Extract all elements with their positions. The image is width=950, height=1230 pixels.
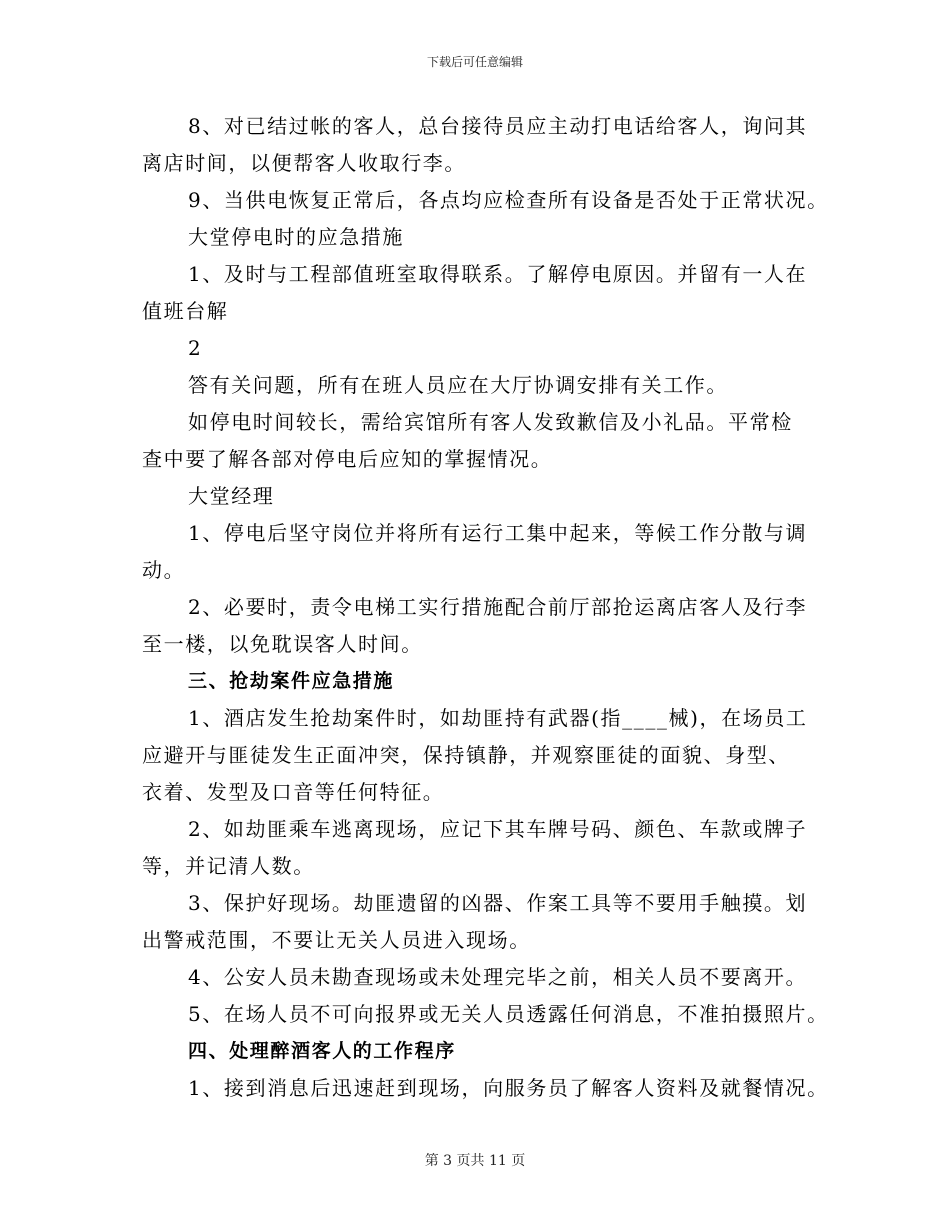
text-line: 查中要了解各部对停电后应知的掌握情况。 — [142, 447, 553, 471]
text-line: 衣着、发型及口音等任何特征。 — [142, 780, 445, 804]
paragraph-long-outage — [142, 404, 832, 478]
text-line: 2、必要时，责令电梯工实行措施配合前厅部抢运离店客人及行李 — [188, 595, 808, 619]
text-line: 9、当供电恢复正常后，各点均应检查所有设备是否处于正常状况。 — [188, 188, 829, 212]
paragraph-manager-1 — [142, 515, 832, 589]
inline-number — [142, 330, 832, 367]
text-line: 等，并记清人数。 — [142, 854, 315, 878]
paragraph-robbery-5 — [142, 996, 832, 1033]
paragraph-drunk-1 — [142, 1070, 832, 1107]
paragraph-8 — [142, 108, 832, 182]
text-line: 3、保护好现场。劫匪遗留的凶器、作案工具等不要用手触摸。划 — [188, 891, 808, 915]
text-line: 值班台解 — [142, 299, 229, 323]
text-line: 四、处理醉酒客人的工作程序 — [188, 1040, 456, 1062]
page-header: 下载后可任意编辑 — [426, 55, 523, 69]
text-line: 1、接到消息后迅速赶到现场，向服务员了解客人资料及就餐情况。 — [188, 1076, 829, 1100]
paragraph-robbery-3 — [142, 885, 832, 959]
text-line: 答有关问题，所有在班人员应在大厅协调安排有关工作。 — [188, 373, 728, 397]
paragraph-answer — [142, 367, 832, 404]
page-footer: 第 3 页共 11 页 — [424, 1153, 526, 1169]
text-line: 1、及时与工程部值班室取得联系。了解停电原因。并留有一人在 — [188, 262, 808, 286]
text-line: 如停电时间较长，需给宾馆所有客人发致歉信及小礼品。平常检 — [188, 410, 793, 434]
text-line: 三、抢劫案件应急措施 — [188, 670, 395, 692]
paragraph-manager-2 — [142, 589, 832, 663]
paragraph-lobby-1 — [142, 256, 832, 330]
text-line: 1、停电后坚守岗位并将所有运行工集中起来，等候工作分散与调 — [188, 521, 808, 545]
text-line: 大堂停电时的应急措施 — [188, 225, 404, 249]
text-line: 2 — [188, 336, 203, 360]
text-line: 4、公安人员未勘查现场或未处理完毕之前，相关人员不要离开。 — [188, 965, 808, 989]
document-body — [142, 108, 832, 1107]
section-heading-drunk-guest — [142, 1033, 832, 1070]
text-line: 离店时间，以便帮客人收取行李。 — [142, 151, 466, 175]
text-line: 5、在场人员不可向报界或无关人员透露任何消息，不准拍摄照片。 — [188, 1002, 829, 1026]
section-heading-robbery — [142, 663, 832, 700]
paragraph-robbery-2 — [142, 811, 832, 885]
text-line: 2、如劫匪乘车逃离现场，应记下其车牌号码、颜色、车款或牌子 — [188, 817, 808, 841]
text-line: 大堂经理 — [188, 484, 275, 508]
subheading-lobby-manager — [142, 478, 832, 515]
text-line: 动。 — [142, 558, 186, 582]
text-line: 1、酒店发生抢劫案件时，如劫匪持有武器(指____械)，在场员工 — [188, 706, 808, 730]
text-line: 至一楼，以免耽误客人时间。 — [142, 632, 423, 656]
paragraph-robbery-1 — [142, 700, 832, 811]
text-line: 应避开与匪徒发生正面冲突，保持镇静，并观察匪徒的面貌、身型、 — [142, 743, 790, 767]
subheading-lobby-power-outage — [142, 219, 832, 256]
paragraph-9 — [142, 182, 832, 219]
paragraph-robbery-4 — [142, 959, 832, 996]
text-line: 出警戒范围，不要让无关人员进入现场。 — [142, 928, 531, 952]
text-line: 8、对已结过帐的客人，总台接待员应主动打电话给客人，询问其 — [188, 114, 808, 138]
